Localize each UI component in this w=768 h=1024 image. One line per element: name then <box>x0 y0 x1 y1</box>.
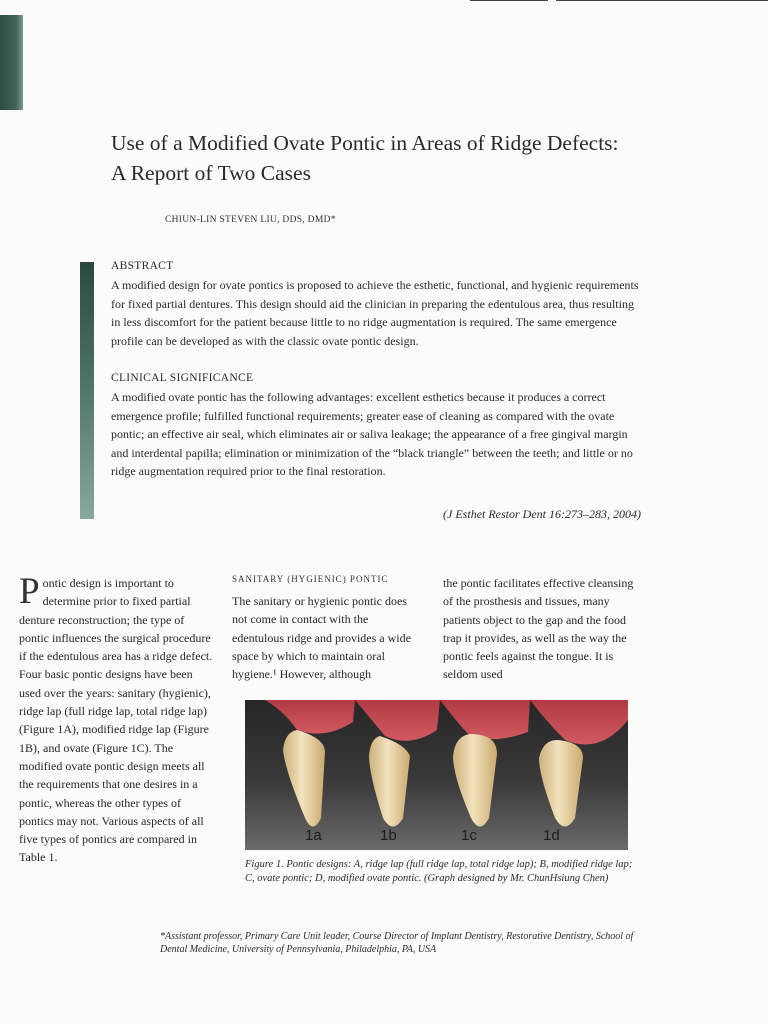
abstract-text: A modified design for ovate pontics is proposed to achieve the esthetic, functional, and hygienic requirements for fixed partial dentures. This design should aid the clinician in preparing the edentulous area, thus resulting in less discomfort for the patient because little to no ridge augmentation is required. The same emergence profile can be developed as with the classic ovate pontic design. <box>111 278 639 348</box>
abstract-heading: ABSTRACT <box>111 260 174 272</box>
body-column-3: the pontic facilitates effective cleansing of the prosthesis and tissues, many patients object to the gap and the food trap it provides, as well as the way the pontic feels against the tongue. It is seldom used <box>443 576 634 682</box>
tooth-1b <box>369 736 410 827</box>
top-rule-right <box>556 0 768 1</box>
abstract-side-bar <box>80 262 94 519</box>
figure-label-1b: 1b <box>380 827 397 844</box>
figure-label-1d: 1d <box>543 827 560 844</box>
figure-label-1a: 1a <box>305 827 322 844</box>
article-title: Use of a Modified Ovate Pontic in Areas of Ridge Defects: A Report of Two Cases <box>111 131 619 185</box>
author-footnote: *Assistant professor, Primary Care Unit leader, Course Director of Implant Dentistry, Restorative Dentistry, School of Dental Medicine, University of Pennsylvania, Philadelphia, PA, USA <box>160 931 634 955</box>
gum-1d <box>530 700 628 745</box>
gum-1b <box>355 700 440 741</box>
drop-cap: P <box>19 571 40 612</box>
clinical-significance-heading: CLINICAL SIGNIFICANCE <box>111 372 254 384</box>
body-column-1-text: ontic design is important to determine prior to fixed partial denture reconstruction; the type of pontic influences the surgical procedure if the edentulous area has a ridge defect. Four basic pontic designs have been used over the years: sanitary (hygienic), ridge lap (full ridge lap, total ridge lap) (Figure 1A), modified ridge lap (Figure 1B), and ovate (Figure 1C). The modified ovate pontic design meets all the requirements that one desires in a pontic, whereas the other types of pontics may not. Various aspects of all five types of pontics are compared in Table 1. <box>19 576 213 865</box>
journal-citation: (J Esthet Restor Dent 16:273–283, 2004) <box>443 507 641 521</box>
clinical-significance-text: A modified ovate pontic has the following advantages: excellent esthetics because it produces a correct emergence profile; fulfilled functional requirements; greater ease of cleaning as compared with the ovate pontic; an effective air seal, which eliminates air or saliva leakage; the appearance of a free gingival margin and interdental papilla; elimination or minimization of the “black triangle” between the teeth; and little or no ridge augmentation required prior to the final restoration. <box>111 390 633 479</box>
gum-1a <box>265 700 355 734</box>
section-heading-sanitary: SANITARY (HYGIENIC) PONTIC <box>232 574 389 584</box>
tooth-1d <box>539 740 583 827</box>
figure-1-illustration <box>245 700 628 850</box>
figure-caption: Figure 1. Pontic designs: A, ridge lap (full ridge lap, total ridge lap); B, modified ridge lap; C, ovate pontic; D, modified ovate pontic. (Graph designed by Mr. ChunHsiung Chen) <box>245 859 633 884</box>
body-column-1 <box>19 571 217 867</box>
figure-1-pontic-designs <box>245 700 628 850</box>
article-author: CHIUN-LIN STEVEN LIU, DDS, DMD* <box>165 215 336 225</box>
tooth-1a <box>283 730 325 827</box>
gum-1c <box>440 700 530 739</box>
tooth-1c <box>453 734 497 827</box>
body-column-2: The sanitary or hygienic pontic does not come in contact with the edentulous ridge and provides a wide space by which to maintain oral hygiene.¹ However, although <box>232 594 411 682</box>
page-edge-tab <box>0 15 23 110</box>
figure-label-1c: 1c <box>461 827 477 844</box>
top-rule-left <box>470 0 548 1</box>
